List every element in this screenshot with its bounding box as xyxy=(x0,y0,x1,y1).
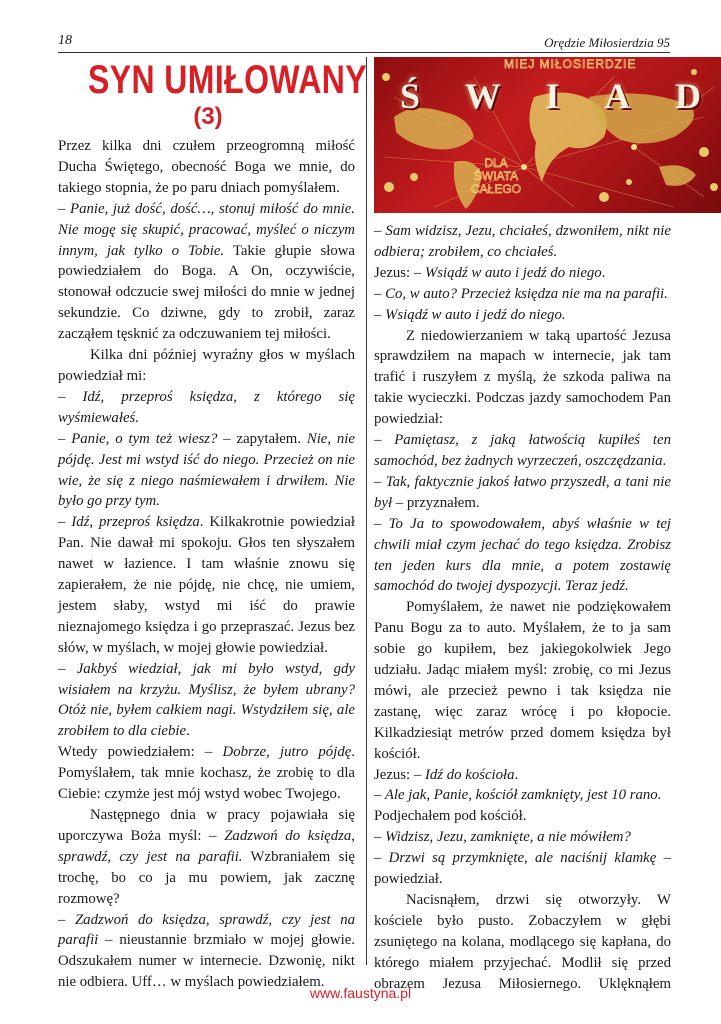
paragraph xyxy=(374,263,671,284)
banner-dla-text xyxy=(461,157,531,196)
paragraph: Podjechałem pod kościół. xyxy=(374,808,527,825)
text-run: – powiedział. xyxy=(374,850,671,888)
paragraph xyxy=(58,659,355,743)
paragraph xyxy=(374,765,671,786)
italic-quote: – Panie, już dość, dość…, stonuj miłość do mnie. Nie mogę się skupić, pracować, myśleć o niczym innym, jak tylko o Tobie. xyxy=(58,200,355,259)
italic-quote: – Ale jak, Panie, kościół zamknięty, jest 10 rano. xyxy=(374,787,662,804)
banner-dla-line: ŚWIATA xyxy=(473,169,519,183)
banner-letter: A xyxy=(604,76,631,116)
paragraph xyxy=(58,199,355,345)
italic-quote: Zadzwoń do księdza, sprawdź, czy jest na parafii. xyxy=(58,827,356,865)
banner-dla-line: CAŁEGO xyxy=(470,182,521,196)
paragraph xyxy=(374,827,671,848)
text-run: Takie głupie słowa powiedziałem do Boga. A On, oczywiście, stonował odczucie swej miłości do mnie w jednej sekundzie. Co dziwne, gdy to zrobił, zaraz zacząłem tęsknić za odczuwaniem tej miłości. xyxy=(58,242,355,343)
text-run: Wtedy powiedziałem: – xyxy=(58,744,223,761)
right-column xyxy=(374,221,671,995)
italic-quote: – Pamiętasz, z jaką łatwością kupiłeś ten samochód, bez żadnych wyrzeczeń, oszczędzania xyxy=(374,432,671,469)
banner-letter: I xyxy=(545,76,560,116)
text-run: . Kilkakrotnie powiedział Pan. Nie dawał mi spokoju. Głos ten słyszałem nawet w łazience. I tam właśnie znowu się zapierałem, że nie pójdę, nie chcę, nie umiem, jestem słaby, wstyd mi iść do prawie nieznajomego księdza i go przepraszać. Jezus bez słów, w myślach, w mojej głowie powiedział. xyxy=(58,514,355,656)
article-part: (3) xyxy=(193,103,223,130)
paragraph xyxy=(58,910,355,994)
page-number: 18 xyxy=(58,33,72,48)
banner-image xyxy=(374,57,721,213)
text-run: . xyxy=(514,766,519,783)
italic-quote: – Tak, faktycznie jakoś łatwo przyszedł, a tani nie był xyxy=(374,473,671,511)
paragraph xyxy=(374,848,671,890)
paragraph xyxy=(374,785,671,806)
italic-quote: – Jakbyś wiedział, jak mi było wstyd, gdy wisiałem na krzyżu. Myślisz, że byłem ubrany? Otóż nie, byłem całkiem nagi. Wstydziłem się, ale zrobiłem to dla ciebie xyxy=(58,660,355,740)
paragraph xyxy=(58,387,355,429)
italic-quote: – To Ja to spowodowałem, abyś właśnie w tej chwili miał czym jechać do tego księdza. Zrobisz ten jeden kurs dla mnie, a potem zostawię samochód do twojej dyspozycji. Teraz jedź. xyxy=(374,515,671,595)
banner-top-text: MIEJ MIŁOSIERDZIE xyxy=(504,57,637,71)
paragraph: Przez kilka dni czułem przeogromną miłość Ducha Świętego, obecność Boga we mnie, do takiego stopnia, że po paru dniach pomyślałem. xyxy=(58,138,355,196)
italic-quote: Nie, nie pójdę. Jest mi wstyd iść do niego. Przecież on nie wie, że się z niego naśmiewałem i drwiłem. Nie było go przy tym. xyxy=(58,430,355,510)
left-column xyxy=(58,136,355,993)
italic-quote: – Sam widzisz, Jezu, chciałeś, dzwoniłem, nikt nie odbiera; zrobiłem, co chciałeś. xyxy=(374,223,671,260)
paragraph xyxy=(374,514,671,598)
article-title: SYN UMIŁOWANY xyxy=(88,58,367,102)
italic-quote: – Widzisz, Jezu, zamknięte, a nie mówiłem? xyxy=(374,829,631,846)
banner-dla-line: DLA xyxy=(484,156,508,170)
paragraph xyxy=(58,512,355,658)
italic-quote: – Idź, przeproś księdza xyxy=(58,514,200,531)
italic-quote: Dobrze, jutro pójdę xyxy=(222,744,352,761)
paragraph: Nacisnąłem, drzwi się otworzyły. W kościele było pusto. Zobaczyłem w głębi zsuniętego na kolana, modlącego się kapłana, do którego miałem przyjechać. Modlił się przed obrazem Jezusa Miłosiernego. Uklęknąłem xyxy=(374,892,671,992)
paragraph: Kilka dni później wyraźny głos w myślach powiedział mi: xyxy=(58,347,355,384)
italic-quote: Idź do kościoła xyxy=(424,766,515,783)
text-run: Następnego dnia w pracy pojawiała się uporczywa Boża myśl: – xyxy=(58,807,355,844)
paragraph xyxy=(374,472,671,514)
text-run: . xyxy=(662,452,667,469)
banner-letter: D xyxy=(674,76,701,116)
header-rule xyxy=(58,52,670,53)
paragraph xyxy=(58,742,355,805)
text-run: Jezus: – xyxy=(374,766,425,783)
italic-quote: – Drzwi są przymknięte, ale naciśnij klamkę xyxy=(374,850,657,867)
text-run: Jezus: – xyxy=(374,264,425,281)
paragraph: Z niedowierzaniem w taką upartość Jezusa sprawdziłem na mapach w internecie, jak tam trafić i ruszyłem z myślą, że szkoda paliwa na takie wycieczki. Podczas jazdy samochodem Pan powiedział: xyxy=(374,327,671,428)
italic-quote: – Idź, przeproś księdza, z którego się wyśmiewałeś. xyxy=(58,388,355,426)
paragraph xyxy=(58,429,355,513)
banner-headline xyxy=(378,75,721,117)
paragraph xyxy=(374,430,671,472)
paragraph xyxy=(58,805,355,910)
italic-quote: Wsiądź w auto i jedź do niego xyxy=(424,264,602,281)
footer-url[interactable]: www.faustyna.pl xyxy=(309,985,412,1001)
text-run: – zapytałem. xyxy=(217,430,307,447)
text-run: . Pomyślałem, tak mnie kochasz, że zrobię to dla Ciebie: czymże jest mój wstyd wobec Twojego. xyxy=(58,744,355,803)
text-run: – przyznałem. xyxy=(392,494,480,511)
text-run: – nieustannie brzmiało w mojej głowie. Odszukałem numer w internecie. Dzwonię, nikt nie odbiera. Uff… w myślach powiedziałem. xyxy=(58,932,355,991)
text-run: Wzbraniałem się trochę, bo co ja mu powiem, jak zacznę rozmowę? xyxy=(58,848,355,907)
italic-quote: – Panie, o tym też wiesz? xyxy=(58,430,218,447)
running-header: Orędzie Miłosierdzia 95 xyxy=(544,35,670,50)
paragraph xyxy=(374,221,671,263)
italic-quote: – Wsiądź w auto i jedź do niego. xyxy=(374,306,566,323)
banner-letter: Ś xyxy=(400,76,421,116)
column-divider xyxy=(366,57,367,965)
text-run: . xyxy=(186,723,190,740)
italic-quote: – Co, w auto? Przecież księdza nie ma na parafii. xyxy=(374,285,668,302)
paragraph: Pomyślałem, że nawet nie podziękowałem Panu Bogu za to auto. Myślałem, że to ja sam sobie go kupiłem, bez jakiegokolwiek Jego udziału. Jadąc miałem myśl: zrobię, co mi Jezus mówi, ale przecież pewno i tak księdza nie zastanę, więc zaraz wrócę i po kłopocie. Kilkadziesiąt metrów przed domem księdza był kościół. xyxy=(374,599,671,762)
italic-quote: – Zadzwoń do księdza, sprawdź, czy jest na parafii xyxy=(58,911,355,949)
banner-letter: W xyxy=(464,76,501,116)
text-run: . xyxy=(601,264,606,281)
paragraph xyxy=(374,305,671,326)
paragraph xyxy=(374,284,671,305)
